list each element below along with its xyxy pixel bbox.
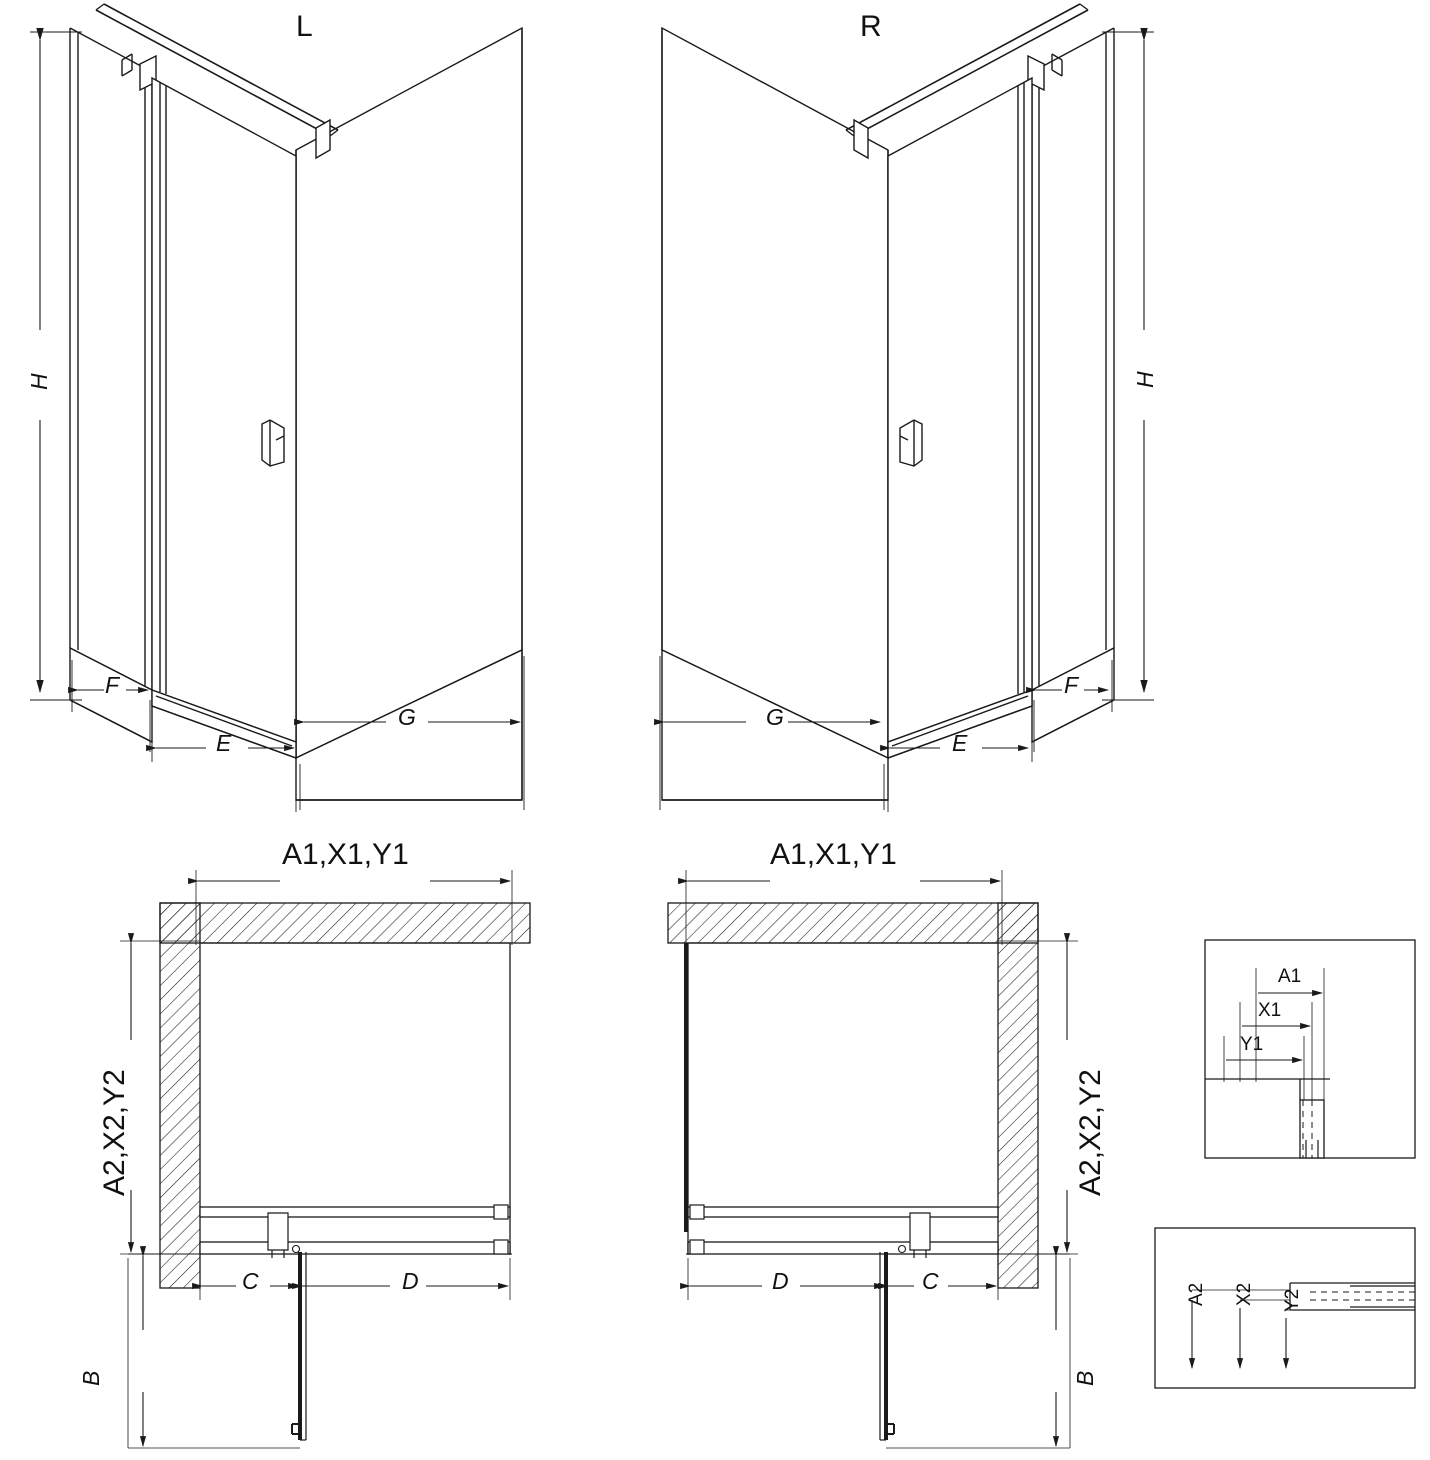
detail-bottom-x2-label: X2 bbox=[1234, 1282, 1255, 1306]
detail-top-a1-label: A1 bbox=[1278, 966, 1302, 987]
plan-right-b-label: B bbox=[1072, 1370, 1098, 1386]
plan-right-top-dimension: A1,X1,Y1 bbox=[770, 838, 897, 871]
plan-left-c-label: C bbox=[242, 1268, 259, 1294]
detail-bottom-a2-label: A2 bbox=[1186, 1282, 1207, 1306]
detail-top-y1-label: Y1 bbox=[1240, 1034, 1264, 1055]
title-right: R bbox=[860, 10, 882, 43]
plan-left bbox=[120, 870, 530, 1448]
iso-right-enclosure bbox=[662, 4, 1114, 800]
plan-right-side-dimension: A2,X2,Y2 bbox=[1074, 1069, 1107, 1196]
title-left: L bbox=[296, 10, 313, 43]
plan-right-c-label: C bbox=[922, 1268, 939, 1294]
plan-left-b-label: B bbox=[78, 1370, 104, 1386]
iso-right-f-label: F bbox=[1064, 672, 1079, 698]
plan-left-side-dimension: A2,X2,Y2 bbox=[98, 1069, 131, 1196]
iso-left-e-label: E bbox=[216, 730, 232, 756]
iso-right-e-label: E bbox=[952, 730, 968, 756]
iso-left-enclosure bbox=[70, 4, 522, 800]
iso-right-height-label: H bbox=[1132, 371, 1158, 388]
plan-right-d-label: D bbox=[772, 1268, 789, 1294]
detail-top bbox=[1205, 940, 1415, 1158]
plan-right bbox=[668, 870, 1078, 1448]
detail-bottom-y2-label: Y2 bbox=[1282, 1288, 1303, 1312]
detail-top-x1-label: X1 bbox=[1258, 1000, 1282, 1021]
iso-left-height-label: H bbox=[26, 373, 52, 390]
iso-right-g-label: G bbox=[766, 704, 784, 730]
plan-left-top-dimension: A1,X1,Y1 bbox=[282, 838, 409, 871]
iso-left-f-label: F bbox=[105, 672, 120, 698]
iso-left-g-label: G bbox=[398, 704, 416, 730]
plan-left-d-label: D bbox=[402, 1268, 419, 1294]
